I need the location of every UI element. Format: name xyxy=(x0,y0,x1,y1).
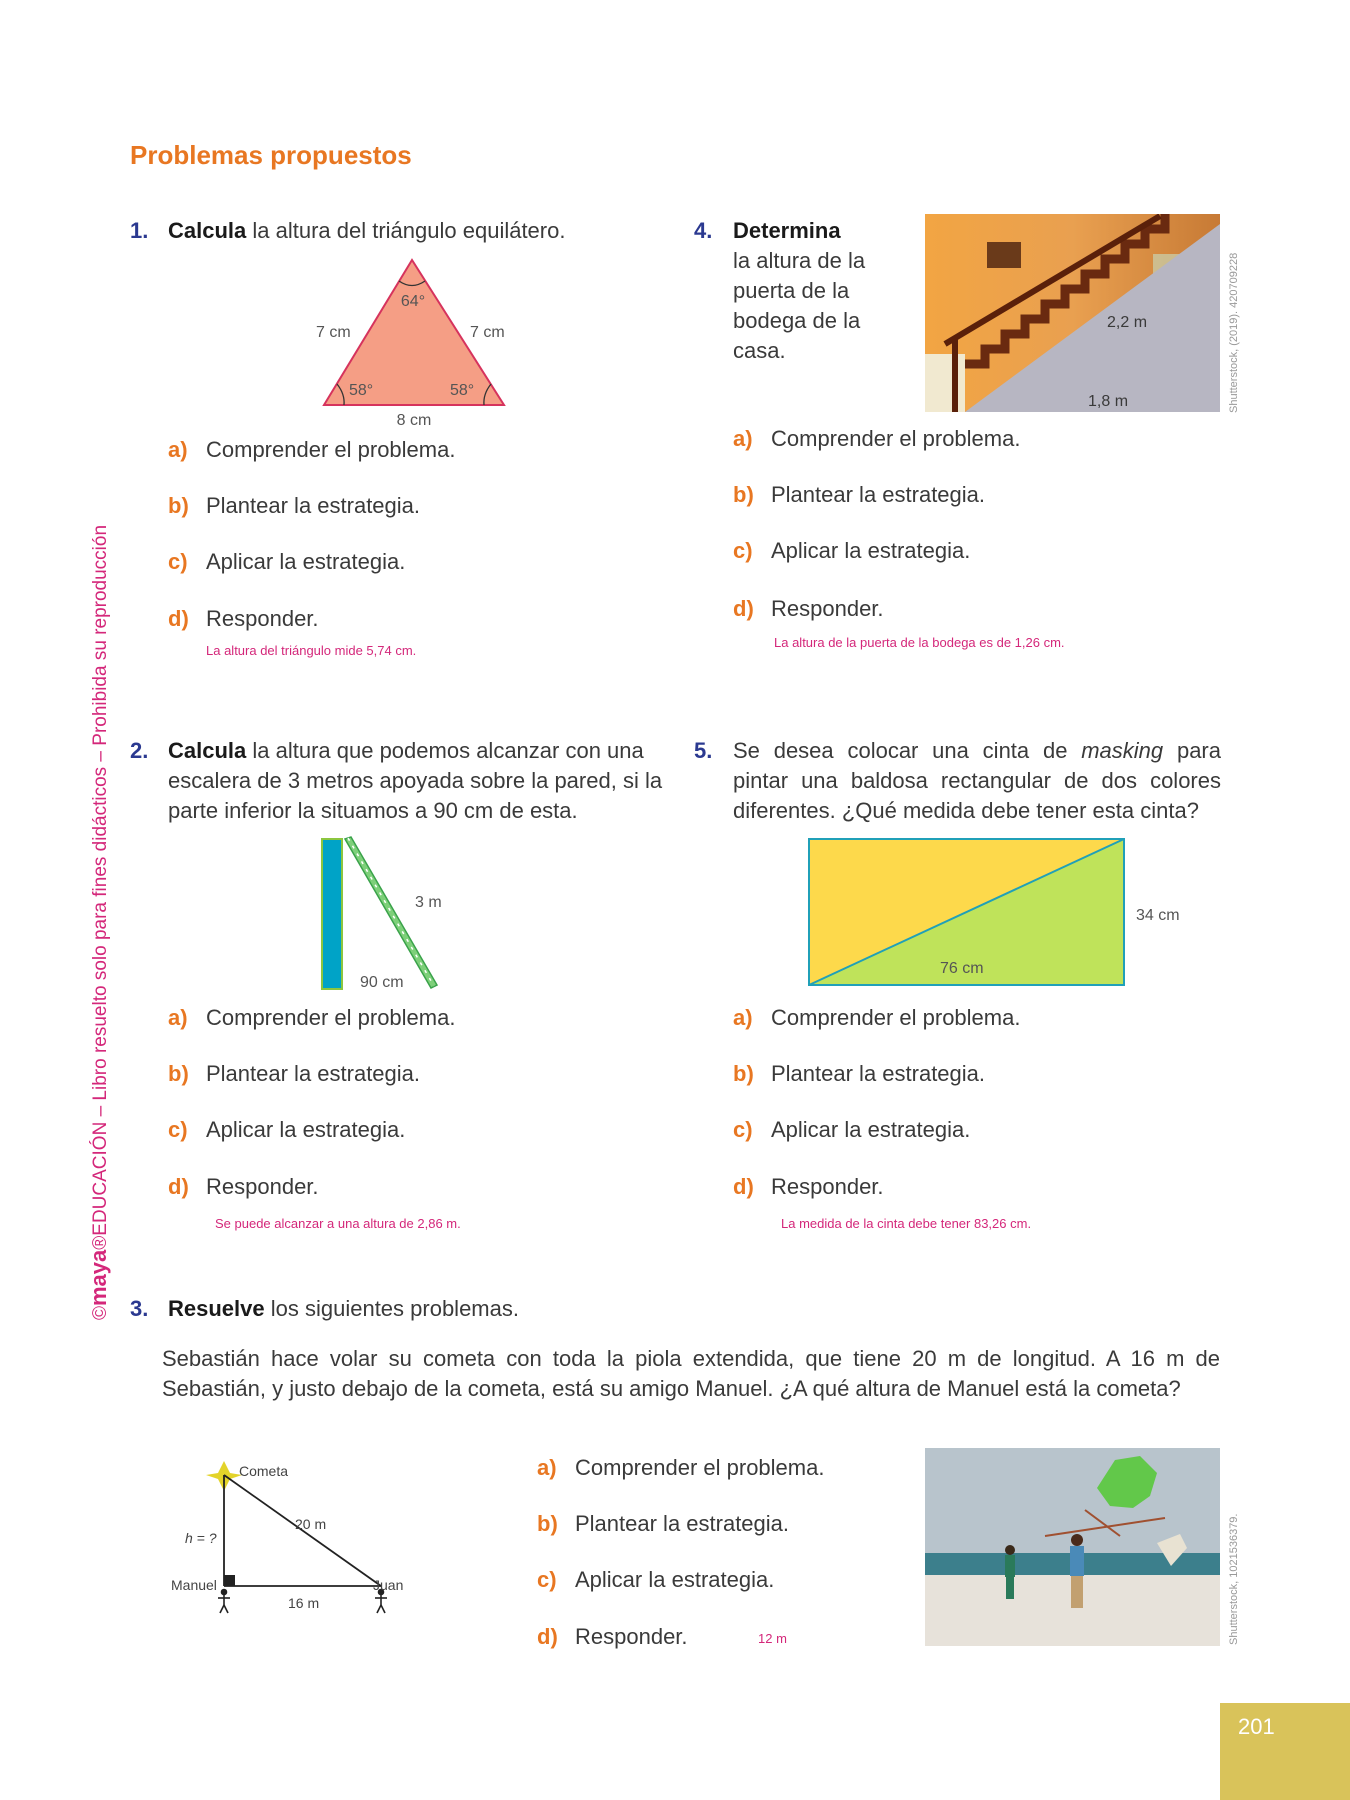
problem-1-number: 1. xyxy=(130,218,149,243)
p4-step-c: c) Aplicar la estrategia. xyxy=(733,538,971,563)
width-label: 76 cm xyxy=(940,960,984,977)
diagonal-label: 2,2 m xyxy=(1107,314,1148,331)
height-label: 34 cm xyxy=(1136,907,1180,924)
p2-step-b: b) Plantear la estrategia. xyxy=(168,1061,421,1086)
problem-3-statement: Resuelve los siguientes problemas. xyxy=(168,1296,519,1321)
manuel-label: Manuel xyxy=(171,1577,217,1593)
p1-step-b: b) Plantear la estrategia. xyxy=(168,493,421,518)
p2-step-c: c) Aplicar la estrategia. xyxy=(168,1117,406,1142)
p3-answer: 12 m xyxy=(758,1631,787,1646)
juan-figure xyxy=(375,1590,387,1614)
brand-logo-text: maya xyxy=(86,1249,111,1306)
right-angle-mark xyxy=(224,1575,235,1586)
left-angle-label: 58° xyxy=(349,382,374,399)
right-side-label: 7 cm xyxy=(470,324,505,341)
string-label: 20 m xyxy=(295,1516,327,1532)
p2-step-d: d) Responder. xyxy=(168,1174,319,1199)
top-angle-label: 64° xyxy=(400,293,426,310)
p5-step-a: a) Comprender el problema. xyxy=(733,1005,1021,1030)
page-title: Problemas propuestos xyxy=(130,140,412,170)
base-label: 8 cm xyxy=(396,412,432,429)
p2-answer: Se puede alcanzar a una altura de 2,86 m. xyxy=(215,1216,461,1231)
beach-kite-photo xyxy=(925,1448,1220,1646)
kite-figure xyxy=(160,1455,420,1630)
juan-label: Juan xyxy=(373,1577,404,1593)
ladder-label: 3 m xyxy=(415,894,442,911)
p5-step-b: b) Plantear la estrategia. xyxy=(733,1061,986,1086)
p4-step-b: b) Plantear la estrategia. xyxy=(733,482,986,507)
sidebar-notice: EDUCACIÓN – Libro resuelto solo para fines didácticos – Prohibida su reproducción xyxy=(90,524,111,1236)
ladder-figure xyxy=(315,835,455,995)
problem-1-statement: Calcula la altura del triángulo equilátero. xyxy=(168,218,566,243)
p3-step-b: b) Plantear la estrategia. xyxy=(537,1511,790,1536)
p4-step-a: a) Comprender el problema. xyxy=(733,426,1021,451)
height-label: h = ? xyxy=(185,1530,217,1546)
wall xyxy=(322,839,342,989)
triangle-figure xyxy=(300,250,540,430)
base-label: 16 m xyxy=(288,1595,320,1611)
photo-credit-3: Shutterstock, 1021536379. xyxy=(1228,1513,1240,1645)
right-angle-label: 58° xyxy=(450,382,475,399)
p3-step-c: c) Aplicar la estrategia. xyxy=(537,1567,775,1592)
p5-step-c: c) Aplicar la estrategia. xyxy=(733,1117,971,1142)
problem-2-number: 2. xyxy=(130,738,149,763)
p3-step-a: a) Comprender el problema. xyxy=(537,1455,825,1480)
p3-step-d: d) Responder. xyxy=(537,1624,688,1649)
p4-step-d: d) Responder. xyxy=(733,596,884,621)
wall-frame xyxy=(987,242,1021,268)
problem-4-statement: Determina la altura de la puerta de la bodega de la casa. xyxy=(733,218,866,363)
problem-5-number: 5. xyxy=(694,738,713,763)
kite-label: Cometa xyxy=(239,1463,289,1479)
p1-step-c: c) Aplicar la estrategia. xyxy=(168,549,406,574)
p2-step-a: a) Comprender el problema. xyxy=(168,1005,456,1030)
page-number: 201 xyxy=(1238,1714,1275,1739)
left-side-label: 7 cm xyxy=(316,324,351,341)
p5-answer: La medida de la cinta debe tener 83,26 cm. xyxy=(781,1216,1032,1231)
tile-figure xyxy=(805,835,1205,990)
stairs-photo xyxy=(925,214,1220,412)
base-label: 90 cm xyxy=(360,974,404,991)
ladder xyxy=(345,837,437,988)
child-figure xyxy=(1005,1545,1015,1599)
p5-step-d: d) Responder. xyxy=(733,1174,884,1199)
p1-answer: La altura del triángulo mide 5,74 cm. xyxy=(206,643,417,658)
problem-3-number: 3. xyxy=(130,1296,149,1321)
p1-step-a: a) Comprender el problema. xyxy=(168,437,456,462)
problem-2-statement: Calcula la altura que podemos alcanzar con una escalera de 3 metros apoyada sobre la pared, si la parte inferior la situamos a 90 cm de esta. xyxy=(168,738,663,823)
photo-credit-4: Shutterstock, (2019). 420709228 xyxy=(1228,252,1240,413)
problem-3-text: Sebastián hace volar su cometa con toda la piola extendida, que tiene 20 m de longitud. A 16 m de Sebastián, y justo debajo de la cometa, está su amigo Manuel. ¿A qué altura de Manuel está la cometa? xyxy=(162,1346,1220,1401)
manuel-figure xyxy=(218,1590,230,1614)
base-label: 1,8 m xyxy=(1088,393,1129,410)
p1-step-d: d) Responder. xyxy=(168,606,319,631)
sidebar-copyright: ©maya®EDUCACIÓN – Libro resuelto solo para fines didácticos – Prohibida su reproducción xyxy=(86,524,111,1320)
problem-4-number: 4. xyxy=(694,218,713,243)
problem-5-statement: Se desea colocar una cinta de masking para pintar una baldosa rectangular de dos colores diferentes. ¿Qué medida debe tener esta cinta? xyxy=(733,738,1221,823)
p4-answer: La altura de la puerta de la bodega es de 1,26 cm. xyxy=(774,635,1065,650)
